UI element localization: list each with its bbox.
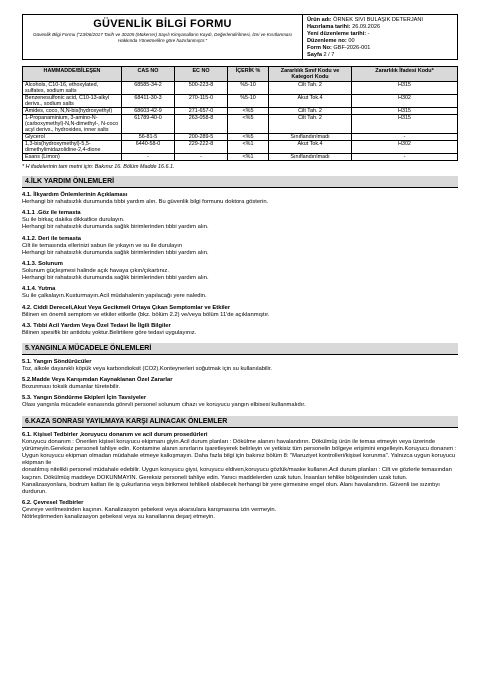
paragraph: Çevreye verilmesinden kaçının. Kanalizasyon şebekesi veya akarsulara karışmasına izin vermeyin. [22,507,277,514]
cell-cas: 61789-40-0 [122,115,175,134]
paragraph: Herhangi bir rahatsızlık durumunda sağlık birimlerinden tıbbi yardım alın. [22,249,209,256]
col-header-cas: CAS NO [122,67,175,82]
cell-component: Glycerol [23,134,122,141]
section-heading-firefighting: 5.YANGINLA MÜCADELE ÖNLEMLERİ [22,343,458,355]
header-meta-block [303,15,457,59]
cell-hazard-statement: H302 [352,95,458,108]
table-row [23,108,458,115]
cell-hazard-statement: H302 [352,141,458,154]
subsection-heading: 4.3. Tıbbi Acil Yardım Veya Özel Tedavi İle İlgili Bilgiler [22,322,171,329]
cell-ec: 270-115-0 [175,95,228,108]
form-title: GÜVENLİK BİLGİ FORMU [93,18,232,30]
cell-cas: 68411-30-3 [122,95,175,108]
composition-table [22,66,458,161]
paragraph: Herhangi bir rahatsızlık durumunda sağlık birimlerinden tıbbi yardım alın. [22,275,209,282]
cell-component: Benzenesulfonic acid, C10-13-alkyl derivs., sodium salts [23,95,122,108]
paragraph: Kanalizasyonlara, bodrum katları ile iş çukurlarına veya birikmesi tehlikeli olabilecek herhangi bir yere girmesine engel olun. Alanı havalandırın. Güvenli ise sızıntıyı durdurun. [22,481,440,496]
cell-hazard-class: Cilt Tah. 2 [269,108,352,115]
cell-ec: - [175,154,228,161]
cell-hazard-statement: H315 [352,82,458,95]
cell-content: %5-10 [228,82,269,95]
paragraph: Solunum güçleşmesi halinde açık havaya çıkın/çıkartınız. [22,268,169,275]
subsection-heading: 4.1.4. Yutma [22,286,56,293]
subsection-heading: 4.2. Ciddi Dereceli,Akut Veya Gecikmeli Ortaya Çıkan Semptomlar ve Etkiler [22,304,231,311]
paragraph: Bilinen en önemli semptom ve etkiler etiketle (bkz. bölüm 2.2) ve/veya bölüm 11'de açıklanmıştır. [22,311,270,318]
subsection-heading: 4.1.2. Deri ile temasta [22,235,81,242]
paragraph: donatılmış nitelikli personel müdahale edebilir. Uygun koruyucu giysi, koruyucu eldiven,koruyucu gözlük/maske kullanın.Acil durum planları : Cilt ve gözlerle temasından kaçının. Dökülmüş maddeye DOKUNMAYIN. Gereksiz personeli tahliye edin. Yanıcı maddelerden uzak tutun. İnsanları tehlike bölgesinden uzak tutun. [22,467,452,481]
paragraph: Herhangi bir rahatsızlık durumunda sağlık birimlerinden tıbbi yardım alın. [22,224,209,231]
table-row [23,141,458,154]
form-header [22,14,458,60]
section-heading-accidental-release: 6.KAZA SONRASI YAYILMAYA KARŞI ALINACAK ÖNLEMLER [22,416,458,428]
cell-ec: 200-289-5 [175,134,228,141]
paragraph: Bozunması toksik dumanlar türetebilir. [22,384,120,391]
paragraph: Cilt ile temasında ellerinizi sabun ile yıkayın ve su ile durulayın [22,242,183,249]
prep-date-line: Hazırlama tarihi: 26.09.2026 [307,24,381,30]
subsection-heading: 4.1.1 .Göz ile temasta [22,210,81,217]
form-regulation-note: Güvenlik Bilgi Formu ("23/06/2017 Tarih ve 30105 (Mükerrer) Sayılı Kimyasalların Kaydı, Değerlendirilmesi, İzni ve Kısıtlanması Hakkında Yönetmelik'e göre hazırlanmıştır." [32,32,293,43]
subsection-heading: 5.2.Madde Veya Karışımdan Kaynaklanan Özel Zararlar [22,377,173,384]
cell-hazard-statement: - [352,134,458,141]
table-row [23,154,458,161]
cell-content: <%5 [228,134,269,141]
cell-cas: - [122,154,175,161]
paragraph: Herhangi bir rahatsızlık durumunda tıbbi yardım alın. Bu güvenlik bilgi formunu doktora gösterin. [22,199,269,205]
cell-content: <%1 [228,141,269,154]
cell-hazard-statement: H315 [352,115,458,134]
cell-hazard-class: Akut Tok.4 [269,95,352,108]
cell-hazard-class: Sınıflandırılmadı [269,154,352,161]
table-footnote: * H ifadelerinin tam metni için: Bakınız 16. Bölüm Madde 16.6.1. [22,164,175,170]
cell-cas: 56-81-5 [122,134,175,141]
cell-component: Amides, coco, N,N-bis(hydroxyethyl) [23,108,122,115]
table-row [23,134,458,141]
cell-content: <%5 [228,108,269,115]
paragraph: Koruyucu donanım : Önerilen kişisel koruyucu ekipmanı giyin.Acil durum planları : Dökülme alanını havalandırın. Dökülmüş ürün ile temas etmeyin veya üzerinde yürümeyin.Gereksiz personeli tahliye edin. Kontamine alanın sınırlarını işaretleyerek belirleyin ve yetkisiz tüm personelin bölgeye erişimini engelleyin.Koruyucu donanım : Uygun koruyucu ekipman olmadan müdahale etmeye kalkışmayın. Daha fazla bilgi için bakınız bölüm 8: "Maruziyet kontrolleri/kişisel korunma". Yalnızca uygun koruyucu ekipman ile [22,438,457,467]
paragraph: Olası yangınla mücadele esnasında görevli personel solunum cihazı ve koruyucu yangın elbisesi kullanmalıdır. [22,402,306,409]
cell-component: Esans (Limon) [23,154,122,161]
form-no-line: Form No: GBF-2026-001 [307,45,371,51]
col-header-hazard-statement: Zararlılık İfadesi Kodu* [352,67,458,82]
col-header-content: İÇERİK % [228,67,269,82]
cell-component: 1-Propanaminium, 3-amino-N-(carboxymethyl)-N,N-dimethyl-, N-coco acyl derivs., hydroxides, inner salts [23,115,122,134]
paragraph: Toz, alkole dayanıklı köpük veya karbondioksit (CO2).Konteynerleri soğutmak için su kullanılabilir. [22,366,273,373]
subsection-heading: 4.1.3. Solunum [22,261,63,268]
cell-cas: 68585-34-2 [122,82,175,95]
cell-cas: 68603-42-9 [122,108,175,115]
cell-hazard-statement: - [352,154,458,161]
cell-cas: 6440-58-0 [122,141,175,154]
subsection-heading: 5.1. Yangın Söndürücüler [22,359,92,366]
table-row [23,82,458,95]
table-row [23,95,458,108]
cell-hazard-class: Cilt Tah. 2 [269,115,352,134]
cell-ec: 229-222-8 [175,141,228,154]
cell-component: 1,3-bis(hydroxymethyl)-5,5-dimethylimidazolidine-2,4-dione [23,141,122,154]
cell-content: <%5 [228,115,269,134]
cell-ec: 271-657-0 [175,108,228,115]
subsection-heading: 6.2. Çevresel Tedbirler [22,500,84,507]
product-name-line: Ürün adı: ÖRNEK SIVI BULAŞIK DETERJANI [307,17,423,23]
cell-hazard-class: Cilt Tah. 2 [269,82,352,95]
paragraph: Su ile çalkalayın.Kusturmayın.Acil müdahalenin yapılacağı yere naledin. [22,293,207,300]
paragraph: Su ile birkaç dakika dikkatlice durulayın. [22,217,125,224]
section-heading-first-aid: 4.İLK YARDIM ÖNLEMLERİ [22,176,458,188]
cell-hazard-class: Sınıflandırılmadı [269,134,352,141]
subsection-heading: 4.1. İlkyardım Önlemlerinin Açıklaması [22,192,128,198]
table-row [23,115,458,134]
col-header-hazard-class: Zararlılık Sınıf Kodu ve Kategori Kodu [269,67,352,82]
header-title-block [23,15,303,59]
cell-content: %5-10 [228,95,269,108]
col-header-ec: EC NO [175,67,228,82]
col-header-component: HAMMADDE/BİLEŞEN [23,67,122,82]
subsection-heading: 5.3. Yangın Söndürme Ekipleri İçin Tavsiyeler [22,395,147,402]
cell-component: Alcohols, C10-16, ethoxylated, sulfates, sodium salts [23,82,122,95]
cell-content: <%1 [228,154,269,161]
composition-header-row [23,67,458,82]
cell-ec: 500-223-8 [175,82,228,95]
paragraph: Nötrleştirmeden kanalizasyon şebekesi veya su kanallarına deşarj etmeyin. [22,514,216,521]
page-number-line: Sayfa 2 / 7 [307,52,335,58]
revision-date-line: Yeni düzenleme tarihi: - [307,31,370,37]
cell-hazard-class: Akut Tok.4 [269,141,352,154]
cell-ec: 263-058-8 [175,115,228,134]
cell-hazard-statement: H315 [352,108,458,115]
subsection-heading: 6.1. Kişisel Tedbirler ,koruyucu donanım ve acil durum prosedürleri [22,431,208,438]
paragraph: Bilinen spesifik bir antidotu yoktur.Belirtilere göre tedavi uygulayınız. [22,329,197,336]
revision-no-line: Düzenleme no: 00 [307,38,355,44]
